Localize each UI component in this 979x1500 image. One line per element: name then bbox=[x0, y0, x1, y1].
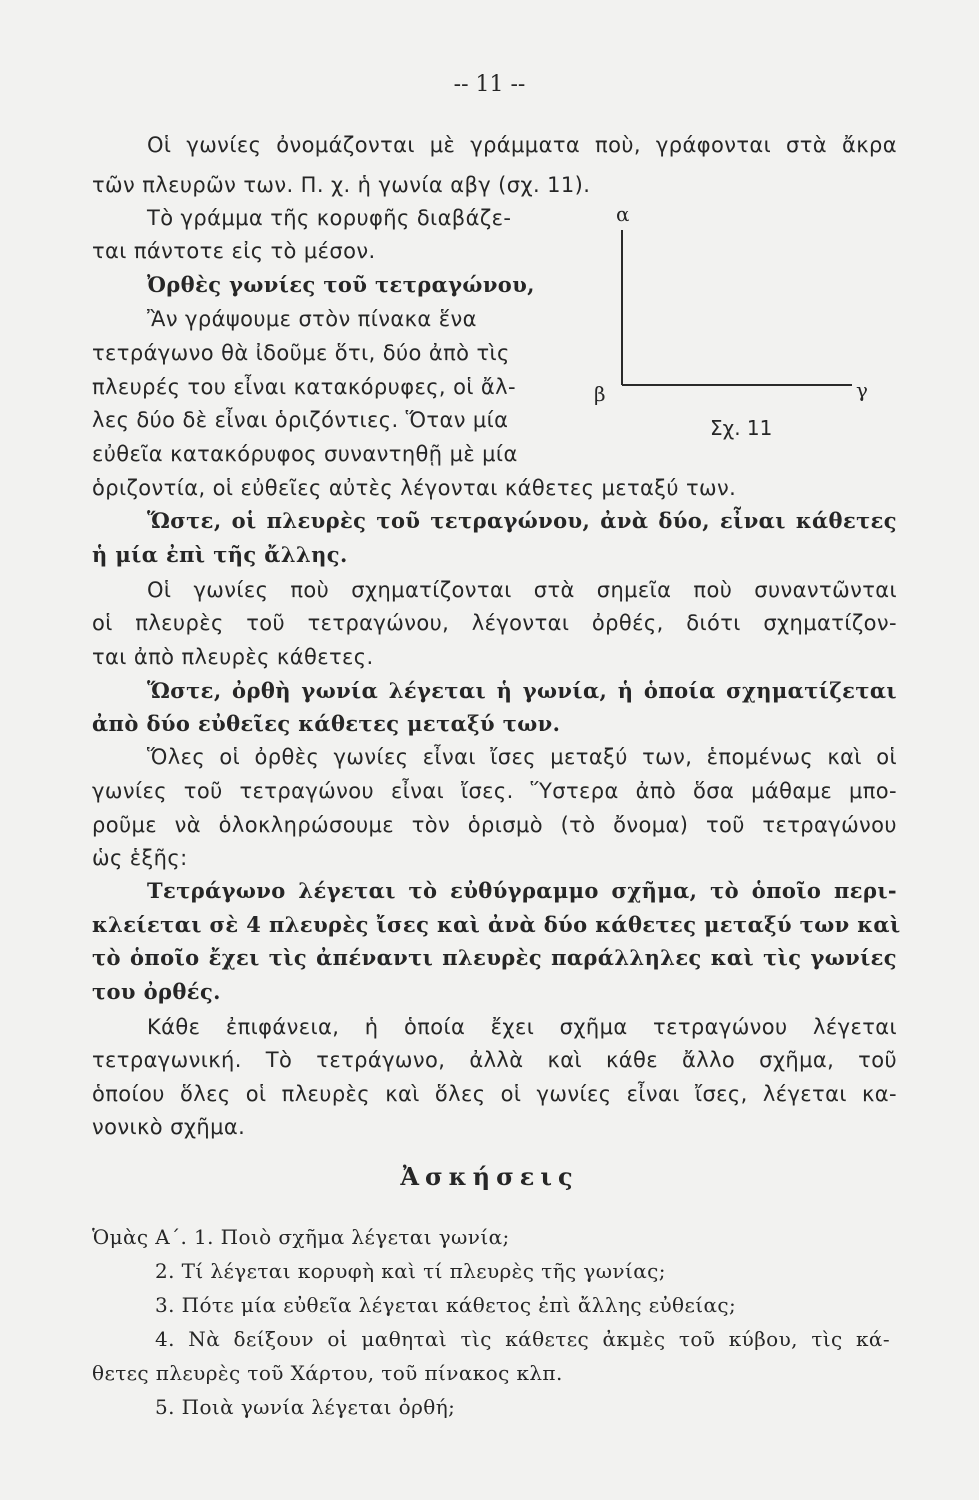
exercises-title: Ἀσκήσεις bbox=[400, 1162, 579, 1191]
text-line: τετράγωνο θὰ ἰδοῦμε ὅτι, δύο ἀπὸ τὶς bbox=[92, 341, 510, 365]
text-line: Τὸ γράμμα τῆς κορυφῆς διαβάζε- bbox=[147, 206, 512, 230]
right-angle-diagram bbox=[600, 210, 880, 450]
text-line: Οἱ γωνίες ὀνομάζονται μὲ γράμματα ποὺ, γράφονται στὰ ἄκρα bbox=[147, 133, 897, 157]
vertex-label-a: α bbox=[616, 202, 630, 226]
figure-right-angle bbox=[594, 202, 880, 450]
text-line: πλευρές του εἶναι κατακόρυφες, οἱ ἄλ- bbox=[92, 375, 516, 399]
text-line: εὐθεῖα κατακόρυφος συναντηθῇ μὲ μία bbox=[92, 442, 518, 466]
text-line: ται ἀπὸ πλευρὲς κάθετες. bbox=[92, 645, 374, 669]
text-line: ἡ μία ἐπὶ τῆς ἄλλης. bbox=[92, 542, 348, 567]
exercise-item: Ὁμὰς Α΄. 1. Ποιὸ σχῆμα λέγεται γωνία; bbox=[92, 1225, 510, 1249]
text-line: ὁριζοντία, οἱ εὐθεῖες αὐτὲς λέγονται κάθετες μεταξύ των. bbox=[92, 476, 737, 500]
text-line: ὁποίου ὅλες οἱ πλευρὲς καὶ ὅλες οἱ γωνίες εἶναι ἴσες, λέγεται κα- bbox=[92, 1082, 897, 1106]
text-line: νονικὸ σχῆμα. bbox=[92, 1115, 246, 1139]
exercise-item: 4. Νὰ δείξουν οἱ μαθηταὶ τὶς κάθετες ἀκμὲς τοῦ κύβου, τὶς κά- bbox=[155, 1327, 890, 1351]
text-line: Ὥστε, ὀρθὴ γωνία λέγεται ἡ γωνία, ἡ ὁποία σχηματίζεται bbox=[147, 678, 897, 703]
text-line: ται πάντοτε εἰς τὸ μέσον. bbox=[92, 239, 376, 263]
text-line: Ὅλες οἱ ὀρθὲς γωνίες εἶναι ἴσες μεταξύ των, ἑπομένως καὶ οἱ bbox=[147, 745, 897, 769]
text-line: λες δύο δὲ εἶναι ὁριζόντιες. Ὅταν μία bbox=[92, 408, 509, 432]
text-line: τετραγωνική. Τὸ τετράγωνο, ἀλλὰ καὶ κάθε ἄλλο σχῆμα, τοῦ bbox=[92, 1048, 897, 1072]
text-line: Ὥστε, οἱ πλευρὲς τοῦ τετραγώνου, ἀνὰ δύο, εἶναι κάθετες bbox=[147, 508, 897, 533]
text-line: τῶν πλευρῶν των. Π. χ. ἡ γωνία αβγ (σχ. 11). bbox=[92, 173, 591, 197]
text-line: Οἱ γωνίες ποὺ σχηματίζονται στὰ σημεῖα ποὺ συναντῶνται bbox=[147, 578, 897, 602]
vertex-label-g: γ bbox=[856, 378, 868, 402]
definition-line: του ὀρθές. bbox=[92, 979, 221, 1004]
section-heading: Ὀρθὲς γωνίες τοῦ τετραγώνου, bbox=[147, 272, 535, 297]
text-line: ὡς ἑξῆς: bbox=[92, 846, 188, 870]
text-line: οἱ πλευρὲς τοῦ τετραγώνου, λέγονται ὀρθές, διότι σχηματίζον- bbox=[92, 611, 897, 635]
exercise-item: θετες πλευρὲς τοῦ Χάρτου, τοῦ πίνακος κλπ. bbox=[92, 1361, 563, 1385]
definition-line: Τετράγωνο λέγεται τὸ εὐθύγραμμο σχῆμα, τὸ ὁποῖο περι- bbox=[147, 878, 897, 903]
text-line: ἀπὸ δύο εὐθεῖες κάθετες μεταξύ των. bbox=[92, 711, 561, 736]
definition-line: τὸ ὁποῖο ἔχει τὶς ἀπέναντι πλευρὲς παράλληλες καὶ τὶς γωνίες bbox=[92, 945, 897, 970]
definition-line: κλείεται σὲ 4 πλευρὲς ἴσες καὶ ἀνὰ δύο κάθετες μεταξύ των καὶ bbox=[92, 912, 901, 937]
figure-caption: Σχ. 11 bbox=[710, 416, 773, 440]
exercise-item: 3. Πότε μία εὐθεῖα λέγεται κάθετος ἐπὶ ἄλλης εὐθείας; bbox=[155, 1293, 737, 1317]
text-line: γωνίες τοῦ τετραγώνου εἶναι ἴσες. Ὕστερα ἀπὸ ὅσα μάθαμε μπο- bbox=[92, 779, 897, 803]
text-line: Ἂν γράψουμε στὸν πίνακα ἕνα bbox=[147, 307, 477, 331]
vertex-label-b: β bbox=[594, 382, 606, 406]
exercise-item: 5. Ποιὰ γωνία λέγεται ὀρθή; bbox=[155, 1395, 456, 1419]
page-number: -- 11 -- bbox=[453, 72, 526, 97]
text-line: Κάθε ἐπιφάνεια, ἡ ὁποία ἔχει σχῆμα τετραγώνου λέγεται bbox=[147, 1015, 897, 1039]
exercise-item: 2. Τί λέγεται κορυφὴ καὶ τί πλευρὲς τῆς γωνίας; bbox=[155, 1259, 666, 1283]
text-line: ροῦμε νὰ ὁλοκληρώσουμε τὸν ὁρισμὸ (τὸ ὄνομα) τοῦ τετραγώνου bbox=[92, 813, 897, 837]
